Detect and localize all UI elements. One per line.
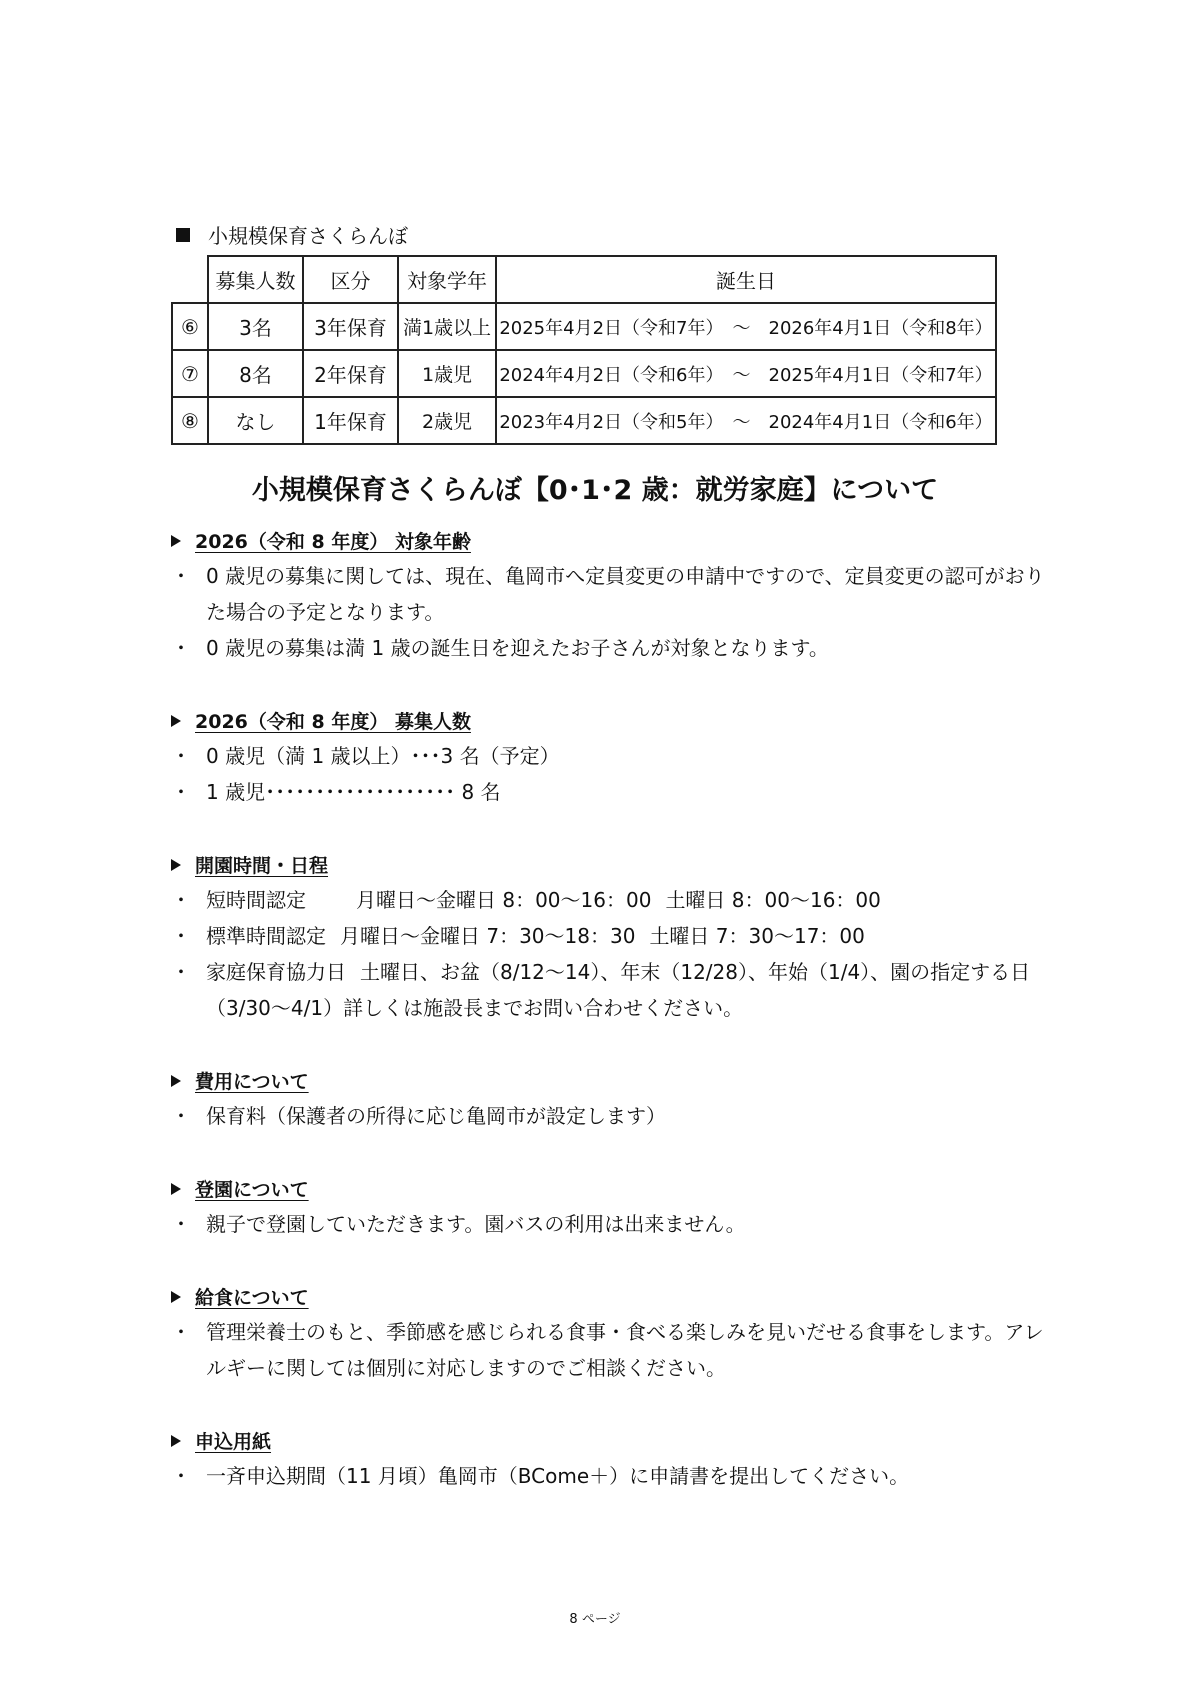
row-age: 満1歳以上 (398, 303, 496, 350)
bullet-dot: ・ (171, 744, 191, 768)
list-item-short-hours: ・ 短時間認定 月曜日～金曜日 8：00～16：00 土曜日 8：00～16：00 (171, 882, 1051, 918)
list-item-family-days: ・ 家庭保育協力日 土曜日、お盆（8/12～14）、年末（12/28）、年始（1/4）、園の指定する日（3/30～4/1）詳しくは施設長までお問い合わせください。 (171, 954, 1051, 1026)
section-capacity (171, 706, 1051, 810)
section-heading: 2026（令和 8 年度） 対象年齢 (171, 526, 1051, 558)
list-item: ・ 0 歳児の募集は満 1 歳の誕生日を迎えたお子さんが対象となります。 (171, 630, 1051, 666)
list-item: ・ 0 歳児（満 1 歳以上）･･･3 名（予定） (171, 738, 1051, 774)
section-fees (171, 1066, 1051, 1134)
row-age: 1歳児 (398, 350, 496, 397)
list-item: ・ 保育料（保護者の所得に応じ亀岡市が設定します） (171, 1098, 1051, 1134)
section-hours (171, 850, 1051, 1026)
section-heading: 費用について (171, 1066, 1051, 1098)
bullet-dot: ・ (171, 1212, 191, 1236)
table-heading: 小規模保育さくらんぼ (176, 220, 408, 249)
triangle-bullet-icon (171, 1291, 181, 1303)
list-item: ・ 一斉申込期間（11 月頃）亀岡市（BCome＋）に申請書を提出してください。 (171, 1458, 1051, 1494)
row-type: 1年保育 (303, 397, 398, 444)
list-item: ・ 親子で登園していただきます。園バスの利用は出来ません。 (171, 1206, 1051, 1242)
section-commute (171, 1174, 1051, 1242)
row-type: 2年保育 (303, 350, 398, 397)
row-number: ⑧ (172, 397, 208, 444)
row-age: 2歳児 (398, 397, 496, 444)
section-heading: 給食について (171, 1282, 1051, 1314)
list-item-standard-hours: ・ 標準時間認定 月曜日～金曜日 7：30～18：30 土曜日 7：30～17：00 (171, 918, 1051, 954)
bullet-dot: ・ (171, 636, 191, 660)
row-birth: 2023年4月2日（令和5年） ～ 2024年4月1日（令和6年） (496, 397, 996, 444)
bullet-dot: ・ (171, 888, 191, 912)
square-bullet-icon (176, 228, 190, 242)
section-application (171, 1426, 1051, 1494)
row-count: なし (208, 397, 303, 444)
table-header-row (172, 256, 996, 303)
table-row (172, 303, 996, 350)
table-row (172, 350, 996, 397)
row-count: 8名 (208, 350, 303, 397)
row-number: ⑦ (172, 350, 208, 397)
triangle-bullet-icon (171, 1435, 181, 1447)
triangle-bullet-icon (171, 535, 181, 547)
page-title: 小規模保育さくらんぼ【0･1･2 歳：就労家庭】について (251, 475, 939, 506)
enrollment-table (171, 255, 997, 445)
row-birth: 2025年4月2日（令和7年） ～ 2026年4月1日（令和8年） (496, 303, 996, 350)
section-heading: 登園について (171, 1174, 1051, 1206)
page-number: 8 ページ (569, 1612, 621, 1627)
section-target-age (171, 526, 1051, 666)
row-type: 3年保育 (303, 303, 398, 350)
bullet-dot: ・ (171, 564, 191, 588)
row-number: ⑥ (172, 303, 208, 350)
table-row (172, 397, 996, 444)
triangle-bullet-icon (171, 715, 181, 727)
bullet-dot: ・ (171, 924, 191, 948)
section-meals (171, 1282, 1051, 1386)
header-age: 対象学年 (398, 256, 496, 303)
bullet-dot: ・ (171, 1104, 191, 1128)
list-item: ・ 管理栄養士のもと、季節感を感じられる食事・食べる楽しみを見いだせる食事をします。アレルギーに関しては個別に対応しますのでご相談ください。 (171, 1314, 1051, 1386)
section-heading: 申込用紙 (171, 1426, 1051, 1458)
bullet-dot: ・ (171, 780, 191, 804)
bullet-dot: ・ (171, 960, 191, 984)
row-birth: 2024年4月2日（令和6年） ～ 2025年4月1日（令和7年） (496, 350, 996, 397)
row-count: 3名 (208, 303, 303, 350)
triangle-bullet-icon (171, 1075, 181, 1087)
bullet-dot: ・ (171, 1464, 191, 1488)
triangle-bullet-icon (171, 1183, 181, 1195)
list-item: ・ 0 歳児の募集に関しては、現在、亀岡市へ定員変更の申請中ですので、定員変更の認可がおりた場合の予定となります。 (171, 558, 1051, 630)
section-heading: 開園時間・日程 (171, 850, 1051, 882)
header-birth: 誕生日 (496, 256, 996, 303)
list-item: ・ 1 歳児･･･････････････････ 8 名 (171, 774, 1051, 810)
bullet-dot: ・ (171, 1320, 191, 1344)
header-count: 募集人数 (208, 256, 303, 303)
table-corner-cell (172, 256, 208, 303)
header-type: 区分 (303, 256, 398, 303)
section-heading: 2026（令和 8 年度） 募集人数 (171, 706, 1051, 738)
triangle-bullet-icon (171, 859, 181, 871)
